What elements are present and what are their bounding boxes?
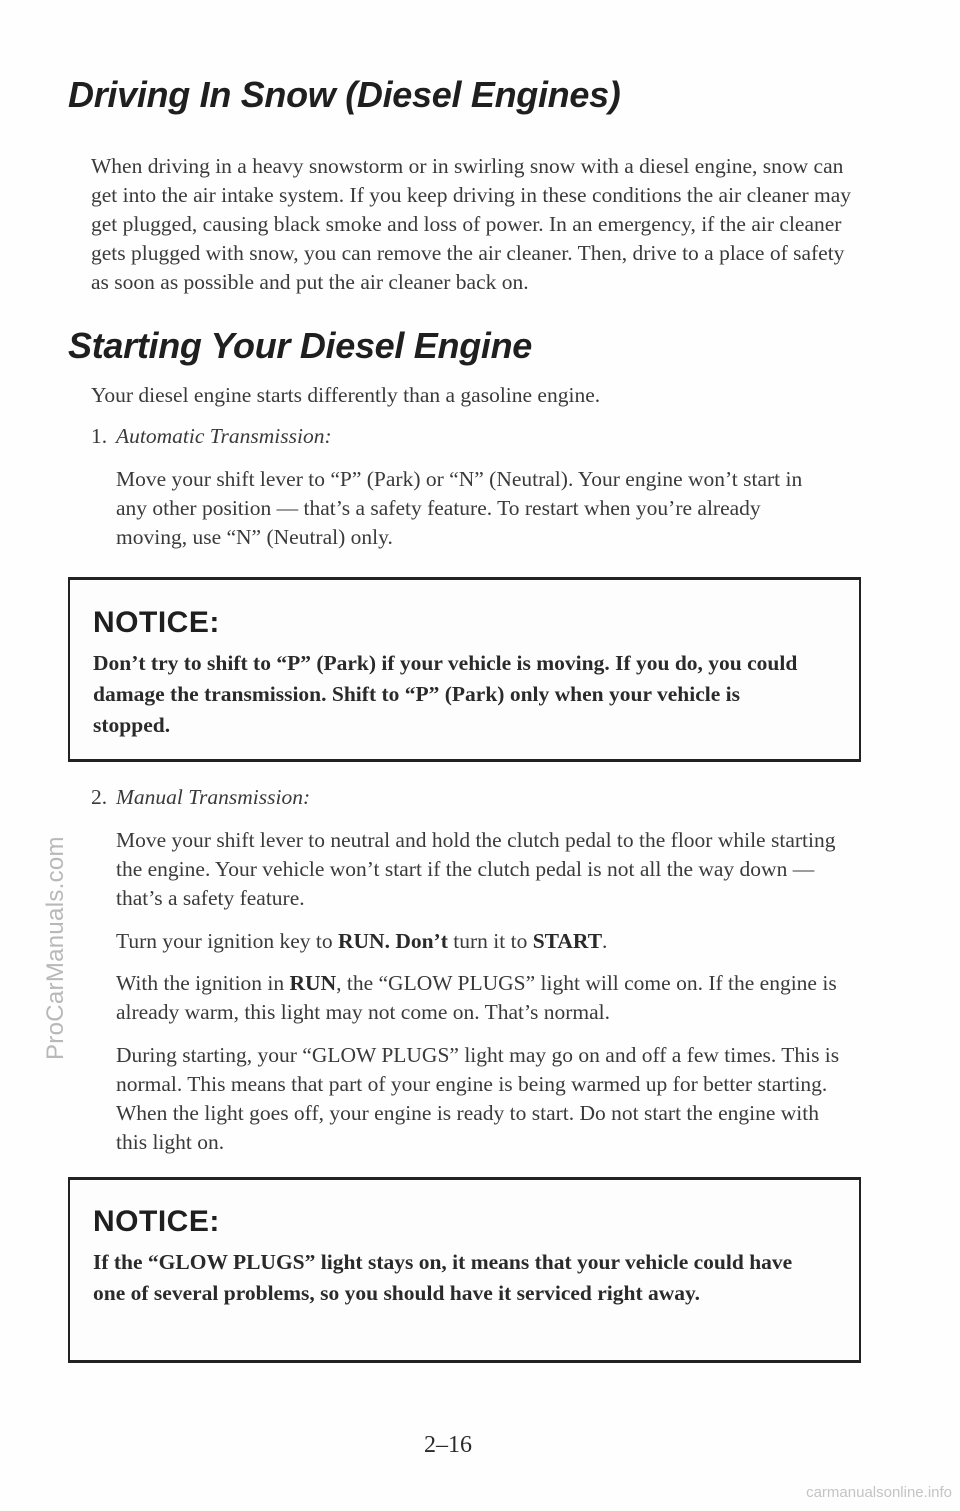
watermark-vertical: ProCarManuals.com [42, 836, 69, 1060]
step-2-label: Manual Transmission: [116, 785, 311, 809]
start-keyword: START [532, 929, 603, 953]
footer-watermark: carmanualsonline.info [806, 1484, 952, 1501]
step-2-body: Move your shift lever to neutral and hold the clutch pedal to the floor while starting the engine. Your vehicle won’t start if the clutch pedal is not all the way down — that’s a safety feature. [116, 828, 836, 910]
section-heading-starting-diesel: Starting Your Diesel Engine [68, 325, 532, 366]
turn-key-text-2: turn it to [447, 929, 533, 953]
driving-in-snow-paragraph: When driving in a heavy snowstorm or in swirling snow with a diesel engine, snow can get into the air intake system. If you keep driving in these conditions the air cleaner may get plugged, causing black smoke and loss of power. In an emergency, if the air cleaner gets plugged with snow, you can remove the air cleaner. Then, drive to a place of safety as soon as possible and put the air cleaner back on. [91, 154, 852, 294]
glow-plugs-paragraph [116, 969, 858, 1027]
section-heading-driving-in-snow: Driving In Snow (Diesel Engines) [68, 74, 621, 115]
step-1-number: 1. [91, 424, 108, 448]
notice-box-park [68, 577, 861, 762]
turn-key-text-3: . [602, 929, 608, 953]
notice-title-2: NOTICE: [93, 1205, 220, 1238]
step-2-number: 2. [91, 785, 108, 809]
notice-box-glow-plugs [68, 1177, 861, 1363]
dont-keyword: Don’t [395, 929, 448, 953]
step-1-label: Automatic Transmission: [116, 424, 332, 448]
turn-key-text-1: Turn your ignition key to [116, 929, 338, 953]
step-1-body: Move your shift lever to “P” (Park) or “N” (Neutral). Your engine won’t start in any other position — that’s a safety feature. To restart when you’re already moving, use “N” (Neutral) only. [116, 467, 803, 549]
intro-paragraph: Your diesel engine starts differently than a gasoline engine. [91, 383, 601, 407]
glow-text-1: With the ignition in [116, 971, 290, 995]
notice-title: NOTICE: [93, 606, 220, 639]
turn-key-paragraph [116, 927, 858, 956]
glow-text-2: , the “GLOW PLUGS” light will come on. If the engine is already warm, this light may not come on. That’s normal. [116, 971, 837, 1024]
glow-cycle-paragraph: During starting, your “GLOW PLUGS” light may go on and off a few times. This is normal. This means that part of your engine is being warmed up for better starting. When the light goes off, your engine is ready to start. Do not start the engine with this light on. [116, 1043, 840, 1154]
run-keyword-2: RUN [289, 971, 337, 995]
notice-glow-text: If the “GLOW PLUGS” light stays on, it means that your vehicle could have one of several problems, so you should have it serviced right away. [93, 1250, 793, 1305]
notice-park-text: Don’t try to shift to “P” (Park) if your vehicle is moving. If you do, you could damage the transmission. Shift to “P” (Park) only when your vehicle is stopped. [93, 651, 798, 737]
page-number: 2–16 [424, 1432, 472, 1458]
run-keyword: RUN. [337, 929, 390, 953]
